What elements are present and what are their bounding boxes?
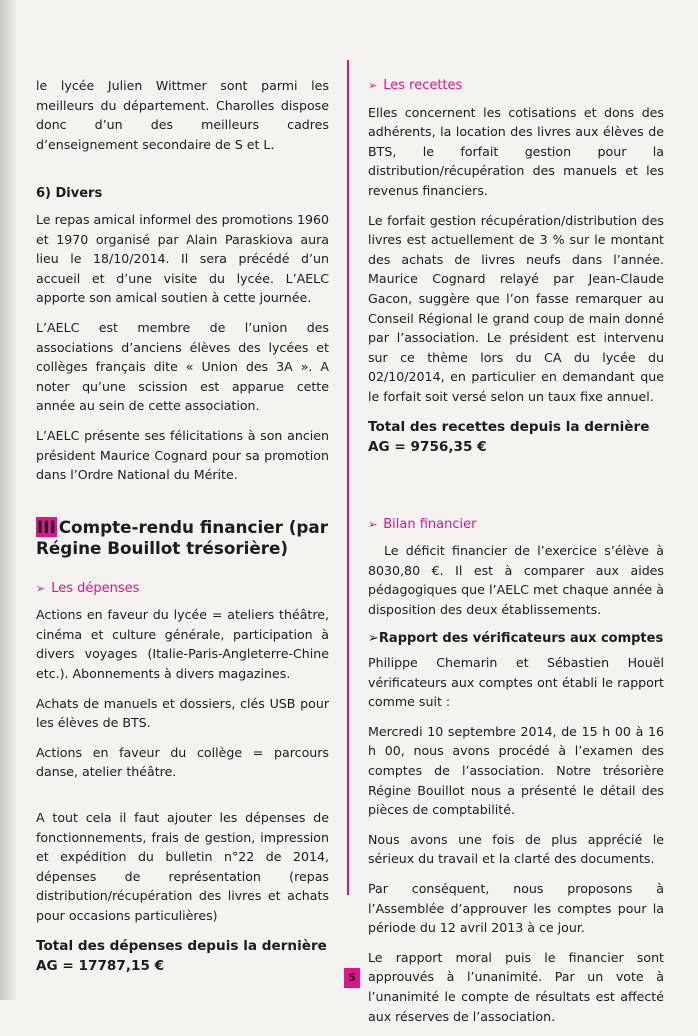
left-column [36, 76, 329, 984]
rapport-paragraph-2: Mercredi 10 septembre 2014, de 15 h 00 à 16 h 00, nous avons procédé à l’examen des comptes de l’association. Notre trésorière Régine Bouillot nous a présenté le détail des pièces de comptabilité. [368, 723, 664, 818]
bilan-paragraph: Le déficit financier de l’exercice s’élève à 8030,80 €. Il est à comparer aux aides pédagogiques que l’AELC met chaque année à disposition des deux établissements. [368, 543, 664, 617]
section-title: Compte-rendu financier (par Régine Bouillot trésorière) [36, 516, 328, 558]
recettes-title: Les recettes [383, 78, 463, 93]
recettes-total: Total des recettes depuis la dernière AG = 9756,35 € [368, 418, 650, 455]
section-heading-financier [18, 517, 329, 559]
rapport-title: Rapport des vérificateurs aux comptes [378, 631, 664, 647]
recettes-paragraph-1: Elles concernent les cotisations et dons des adhérents, la location des livres aux élèves de BTS, le forfait gestion pour la distribution/récupération des manuels et les revenus financiers. [368, 104, 664, 198]
section-number: III [37, 516, 56, 537]
arrow-bullet-icon: ➢ [36, 581, 46, 595]
rapport-paragraph-1: Philippe Chemarin et Sébastien Houël vérificateurs aux comptes ont établi le rapport comme suit : [368, 655, 664, 710]
depenses-total: Total des dépenses depuis la dernière AG = 17787,15 € [36, 937, 327, 974]
divers-paragraph-3: L’AELC présente ses félicitations à son ancien président Maurice Cognard pour sa promotion dans l’Ordre National du Mérite. [36, 427, 329, 483]
rapport-subheading [368, 629, 664, 649]
depenses-paragraph-4: A tout cela il faut ajouter les dépenses de fonctionnements, frais de gestion, impression et expédition du bulletin n°22 de 2014, dépenses de représentation (repas distribution/récupération des livres et achats pour occasions particulières) [36, 810, 329, 923]
depenses-paragraph-3: Actions en faveur du collège = parcours danse, atelier théâtre. [36, 744, 329, 780]
divers-heading: 6) Divers [36, 186, 103, 202]
arrow-bullet-icon: ➢ [368, 631, 379, 647]
rapport-paragraph-3: Nous avons une fois de plus apprécié le sérieux du travail et la clarté des documents. [368, 831, 664, 867]
page-edge-shadow [0, 0, 16, 1000]
bilan-title: Bilan financier [383, 516, 477, 532]
intro-paragraph: le lycée Julien Wittmer sont parmi les meilleurs du département. Charolles dispose donc d’un des meilleurs cadres d’enseignement secondaire de S et L. [36, 78, 329, 152]
divers-paragraph-1: Le repas amical informel des promotions 1960 et 1970 organisé par Alain Paraskiova aura lieu le 18/10/2014. Il sera précédé d’un accueil et d’une visite du lycée. L’AELC apporte son amical soutien à cette journée. [36, 211, 329, 306]
depenses-title: Les dépenses [51, 580, 140, 596]
depenses-subheading [36, 579, 329, 599]
arrow-bullet-icon: ➢ [368, 517, 378, 531]
recettes-paragraph-2: Le forfait gestion récupération/distribution des livres est actuellement de 3 % sur le montant des achats de livres neufs dans l’année. Maurice Cognard relayé par Jean-Claude Gacon, suggère que l’on fasse remarquer au Conseil Régional le grand coup de main donné par l’association. Le président est intervenu sur ce thème lors du CA du lycée du 02/10/2014, en particulier en demandant que le forfait soit versé selon un taux fixe annuel. [368, 212, 664, 404]
rapport-paragraph-4: Par conséquent, nous proposons à l’Assemblée d’approuver les comptes pour la période du 12 avril 2013 à ce jour. [368, 881, 664, 936]
depenses-paragraph-1: Actions en faveur du lycée = ateliers théâtre, cinéma et culture générale, participation à divers voyages (Italie-Paris-Angleterre-Chine etc.). Abonnements à divers magazines. [36, 607, 329, 682]
arrow-bullet-icon: ➢ [368, 79, 378, 92]
right-column [368, 76, 664, 1036]
page-number: 5 [344, 968, 360, 988]
recettes-subheading [368, 76, 664, 96]
column-divider [347, 60, 349, 895]
rapport-paragraph-5: Le rapport moral puis le financier sont approuvés à l’unanimité. Par un vote à l’unanimité le compte de résultats est affecté aux réserves de l’association. [368, 949, 664, 1024]
divers-paragraph-2: L’AELC est membre de l’union des associations d’anciens élèves des lycées et collèges français dite « Union des 3A ». A noter qu’une scission est apparue cette année au sein de cette association. [36, 319, 329, 414]
depenses-paragraph-2: Achats de manuels et dossiers, clés USB pour les élèves de BTS. [36, 695, 329, 731]
bilan-subheading [368, 515, 664, 535]
